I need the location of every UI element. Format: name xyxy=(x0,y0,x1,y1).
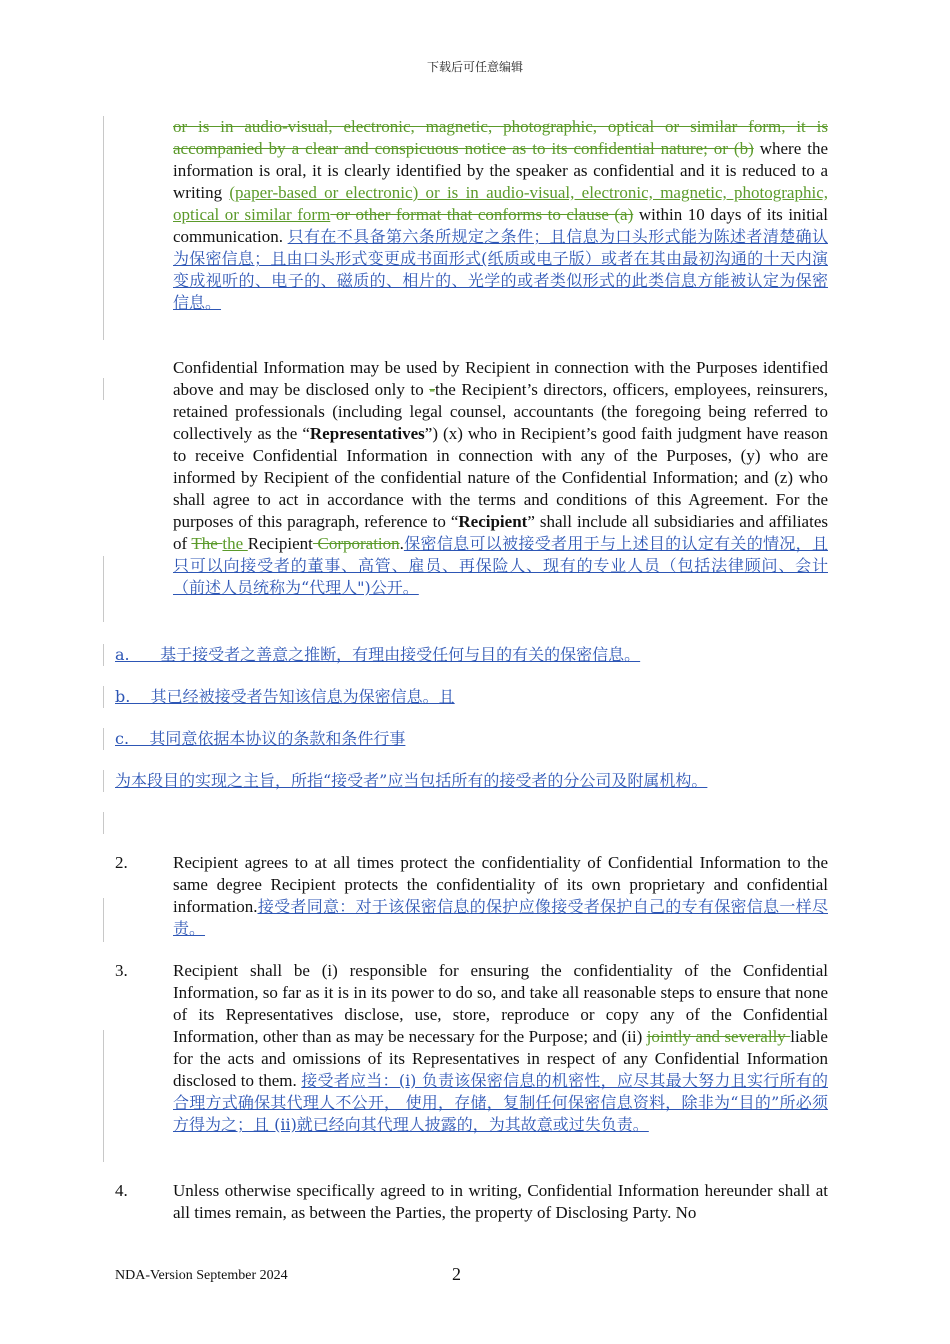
list-item: a. 基于接受者之善意之推断，有理由接受任何与目的有关的保密信息。 xyxy=(115,645,641,664)
body-text: Recipient shall be (i) responsible for ensuring the confidentiality of the Confidential Information, so far as it is in its power to do so, and take all reasonable steps to ensure that none of its Representatives disclose, use, store, reproduce or copy any of the Confidential Information, other than as may be necessary for the Purpose; and (ii) xyxy=(173,961,828,1046)
page-header: 下载后可任意编辑 xyxy=(426,60,523,74)
inserted-text: (paper-based or electronic) or is in audio-visual, electronic, magnetic, photographic, optical or similar form xyxy=(173,183,828,224)
chinese-translation: 只有在不具备第六条所规定之条件；且信息为口头形式能为陈述者清楚确认为保密信息；且由口头形式变更成书面形式(纸质或电子版）或者在其由最初沟通的十天内演变成视听的、电子的、磁质的、相片的、光学的或者类似形式的此类信息方能被认定为保密信息。 xyxy=(173,227,828,312)
change-bar xyxy=(103,1030,104,1162)
body-text: Recipient xyxy=(247,534,313,553)
change-bar xyxy=(103,116,104,340)
change-bar xyxy=(103,728,104,750)
deleted-text: or other format that conforms to clause (a) xyxy=(330,205,634,224)
section-number: 3. xyxy=(115,961,128,980)
section-4-body xyxy=(173,1180,828,1224)
change-bar xyxy=(103,686,104,708)
section-2-body xyxy=(173,852,828,940)
body-text: the Recipient’s directors, officers, employees, reinsurers, retained professionals (including legal counsel, accountants (the foregoing being referred to collectively as the “ xyxy=(173,380,829,443)
paragraph-use-of-information xyxy=(173,357,828,599)
body-text: ”) (x) who in Recipient’s good faith judgment have reason to receive Confidential Information in connection with any of the Purposes, (y) who are informed by Recipient of the confidential nature of the Confidential Information; and (z) who shall agree to act in accordance with the terms and conditions of this Agreement. For the purposes of this paragraph, reference to “ xyxy=(173,424,828,531)
deleted-text: - xyxy=(429,380,435,399)
change-bar xyxy=(103,378,104,400)
footer-version: NDA-Version September 2024 xyxy=(115,1268,288,1283)
body-text: Confidential Information may be used by Recipient in connection with the Purposes identified above and may be disclosed only to xyxy=(173,358,828,399)
body-text: within 10 days of its initial communication. xyxy=(173,205,828,246)
deleted-text: or is in audio-visual, electronic, magnetic, photographic, optical or similar form, it is accompanied by a clear and conspicuous notice as to its confidential nature; or (b) xyxy=(173,117,828,158)
body-text: Unless otherwise specifically agreed to in writing, Confidential Information hereunder shall at all times remain, as between the Parties, the property of Disclosing Party. No xyxy=(173,1181,828,1222)
chinese-translation: 保密信息可以被接受者用于与上述目的认定有关的情况，且只可以向接受者的董事、高管、雇员、再保险人、现有的专业人员（包括法律顾问、会计（前述人员统称为“代理人")公开。 xyxy=(173,534,828,597)
body-text: where the information is oral, it is clearly identified by the speaker as confidential and it is reduced to a writing xyxy=(173,139,828,202)
list-item: 为本段目的实现之主旨，所指“接受者”应当包括所有的接受者的分公司及附属机构。 xyxy=(115,771,708,790)
section-number: 2. xyxy=(115,853,128,872)
deleted-text: The xyxy=(191,534,223,553)
paragraph-definition-continued xyxy=(173,116,828,314)
list-item: c. 其同意依据本协议的条款和条件行事 xyxy=(115,729,406,748)
deleted-text: Corporation xyxy=(312,534,400,553)
defined-term: Recipient xyxy=(458,512,528,531)
body-text: . xyxy=(399,534,404,553)
change-bar xyxy=(103,898,104,942)
body-text: ” shall include all subsidiaries and affiliates of xyxy=(173,512,828,553)
body-text: liable for the acts and omissions of its Representatives in respect of any Confidential Information disclosed to them. xyxy=(173,1027,828,1090)
section-3-body xyxy=(173,960,828,1136)
chinese-translation: 接受者同意：对于该保密信息的保护应像接受者保护自己的专有保密信息一样尽责。 xyxy=(173,897,828,938)
page-number: 2 xyxy=(452,1264,461,1284)
change-bar xyxy=(103,644,104,666)
change-bar xyxy=(103,556,104,622)
defined-term: Representatives xyxy=(309,424,425,443)
change-bar xyxy=(103,770,104,792)
change-bar xyxy=(103,812,104,834)
deleted-text: jointly and severally xyxy=(646,1027,791,1046)
body-text: Recipient agrees to at all times protect the confidentiality of Confidential Information to the same degree Recipient protects the confidentiality of its own proprietary and confidential information. xyxy=(173,853,828,916)
inserted-text: the xyxy=(222,534,248,553)
list-item: b. 其已经被接受者告知该信息为保密信息。且 xyxy=(115,687,455,706)
section-number: 4. xyxy=(115,1181,128,1200)
chinese-translation: 接受者应当：(i) 负责该保密信息的机密性，应尽其最大努力且实行所有的合理方式确保其代理人不公开， 使用，存储，复制任何保密信息资料，除非为“目的”所必须方得为之；且 (ii)就已经向其代理人披露的，为其故意或过失负责。 xyxy=(173,1071,828,1134)
